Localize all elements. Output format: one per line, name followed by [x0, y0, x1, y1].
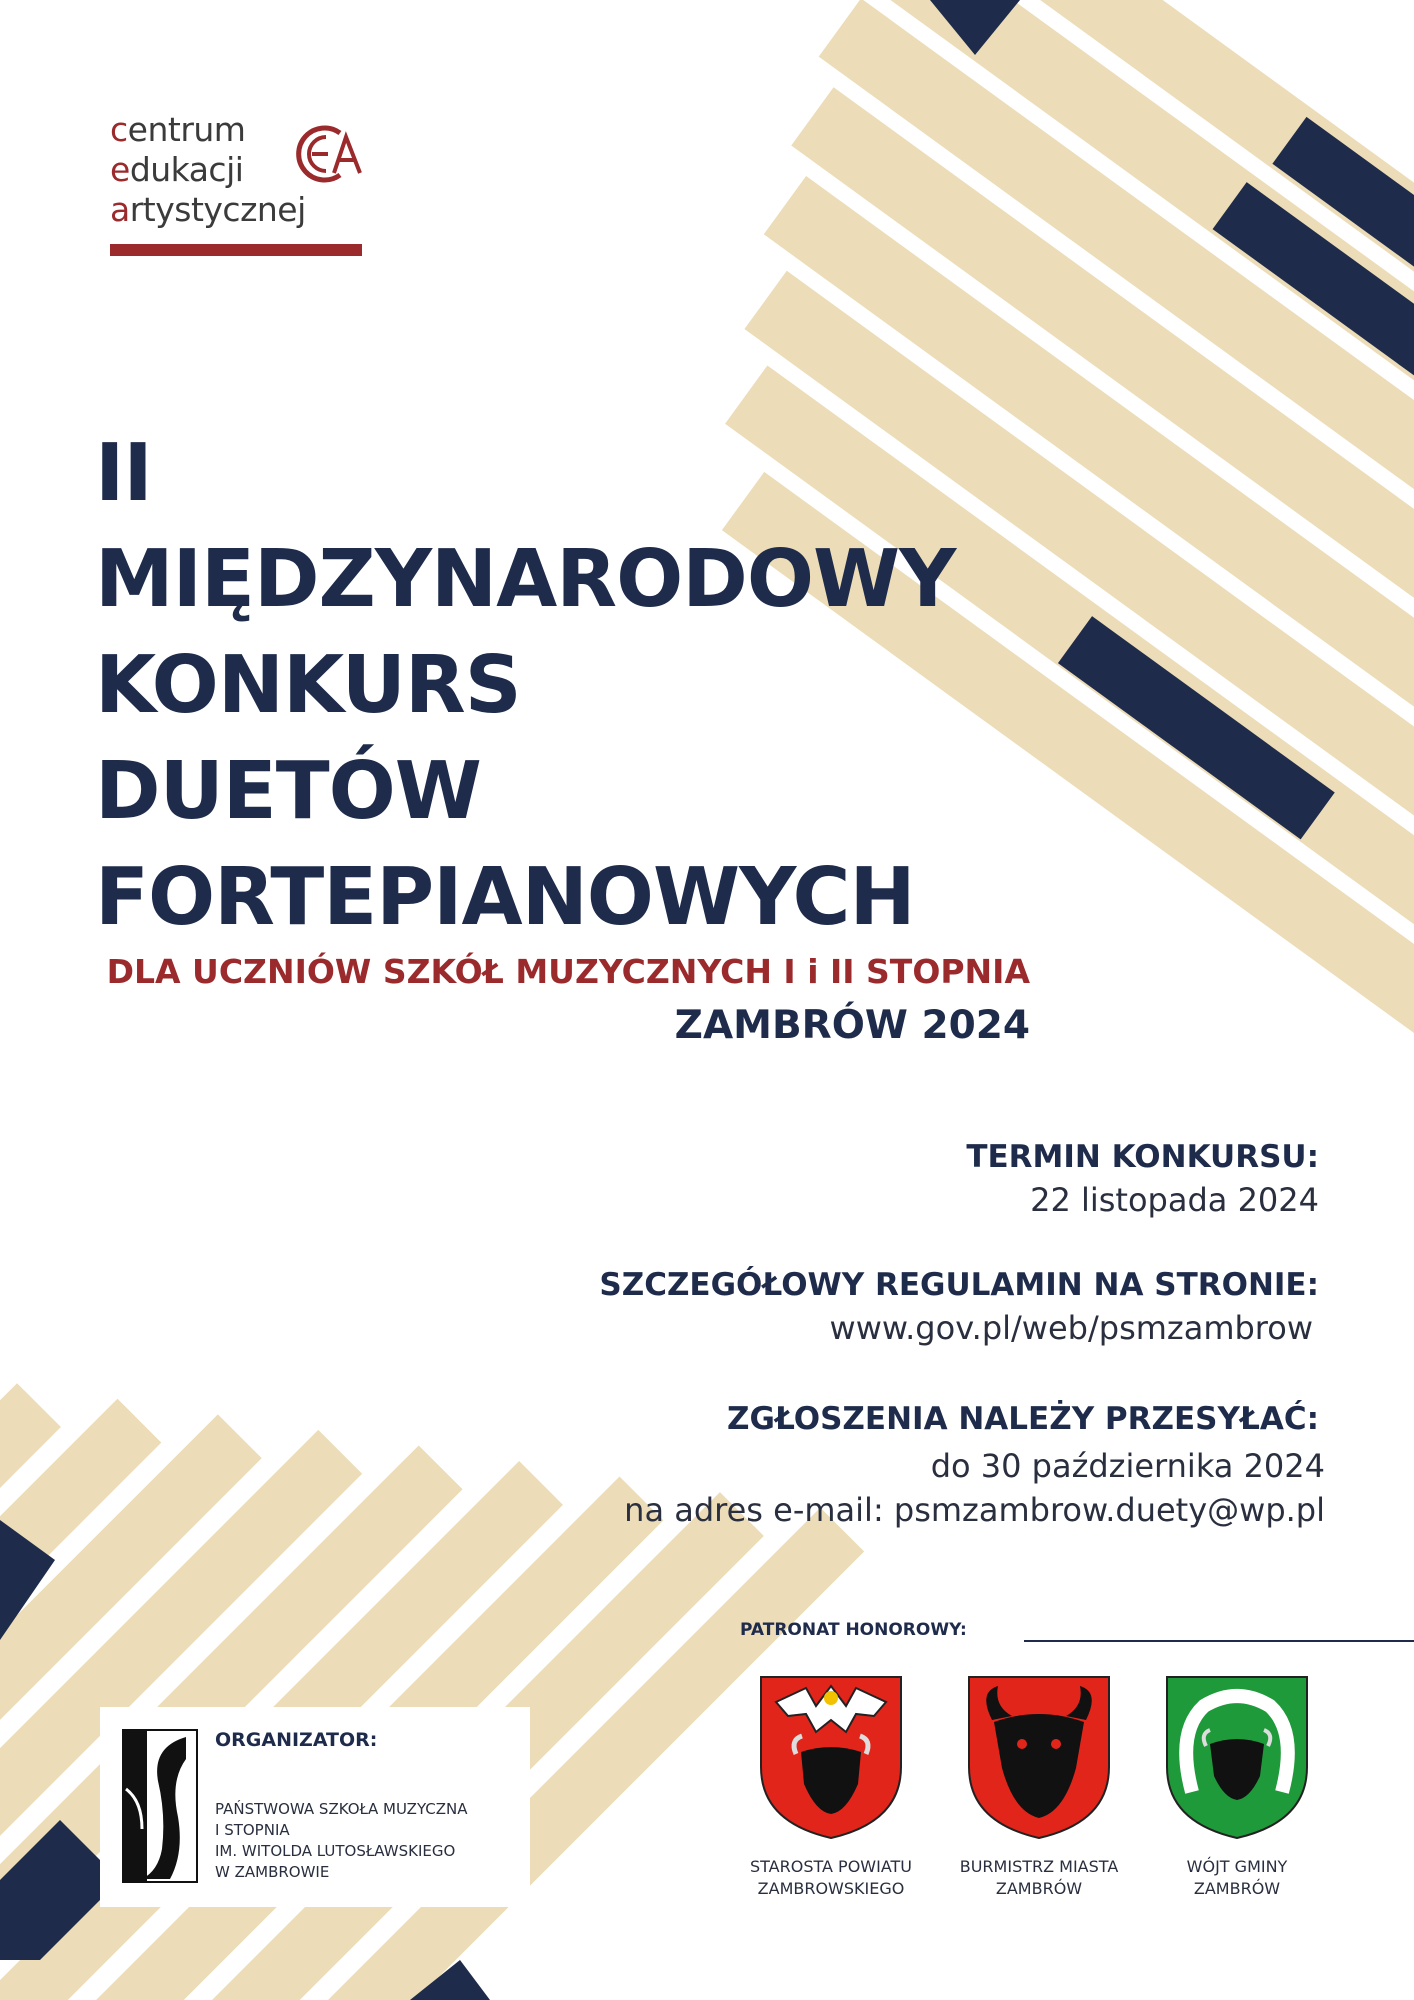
logo-line-1: centrum	[110, 110, 246, 149]
county-coat-of-arms-icon	[756, 1672, 906, 1842]
music-school-logo-icon	[122, 1729, 198, 1883]
organizer-label: ORGANIZATOR:	[215, 1729, 378, 1751]
application-email[interactable]: na adres e-mail: psmzambrow.duety@wp.pl	[624, 1491, 1325, 1529]
cea-monogram-icon	[288, 115, 366, 193]
organizer-line-4: W ZAMBROWIE	[215, 1863, 330, 1881]
logo-line-2: edukacji	[110, 150, 244, 189]
patron-2-caption: BURMISTRZ MIASTA ZAMBRÓW	[959, 1857, 1119, 1898]
commune-coat-of-arms-icon	[1162, 1672, 1312, 1842]
organizer-line-1: PAŃSTWOWA SZKOŁA MUZYCZNA	[215, 1800, 468, 1818]
rules-link[interactable]: www.gov.pl/web/psmzambrow	[829, 1309, 1313, 1347]
patronage-label: PATRONAT HONOROWY:	[740, 1620, 967, 1640]
cea-logo	[110, 110, 370, 262]
application-block	[624, 1398, 1325, 1532]
patron-1-caption: STAROSTA POWIATU ZAMBROWSKIEGO	[749, 1857, 913, 1898]
title-line-5: FORTEPIANOWYCH	[95, 851, 915, 943]
patronage-divider	[1024, 1640, 1414, 1642]
logo-line-3: artystycznej	[110, 190, 306, 229]
place-and-year: ZAMBRÓW 2024	[674, 1003, 1030, 1048]
target-audience-subtitle: DLA UCZNIÓW SZKÓŁ MUZYCZNYCH I i II STOPNIA	[106, 952, 1030, 991]
application-deadline: do 30 października 2024	[930, 1447, 1325, 1485]
patron-3-caption: WÓJT GMINY ZAMBRÓW	[1186, 1857, 1288, 1898]
town-coat-of-arms-icon	[964, 1672, 1114, 1842]
organizer-box	[100, 1707, 530, 1907]
rules-heading: SZCZEGÓŁOWY REGULAMIN NA STRONIE:	[599, 1267, 1319, 1303]
logo-underline	[110, 244, 362, 256]
date-value: 22 listopada 2024	[1030, 1181, 1319, 1219]
organizer-line-2: I STOPNIA	[215, 1821, 290, 1839]
date-heading: TERMIN KONKURSU:	[966, 1139, 1319, 1175]
rules-block	[599, 1264, 1319, 1350]
competition-date-block	[966, 1136, 1319, 1222]
competition-title	[95, 420, 955, 950]
title-line-2: MIĘDZYNARODOWY	[95, 533, 956, 625]
title-line-4: DUETÓW	[95, 745, 481, 837]
organizer-line-3: IM. WITOLDA LUTOSŁAWSKIEGO	[215, 1842, 456, 1860]
title-line-3: KONKURS	[95, 639, 521, 731]
application-heading: ZGŁOSZENIA NALEŻY PRZESYŁAĆ:	[727, 1401, 1319, 1437]
title-line-1: II	[95, 427, 152, 519]
